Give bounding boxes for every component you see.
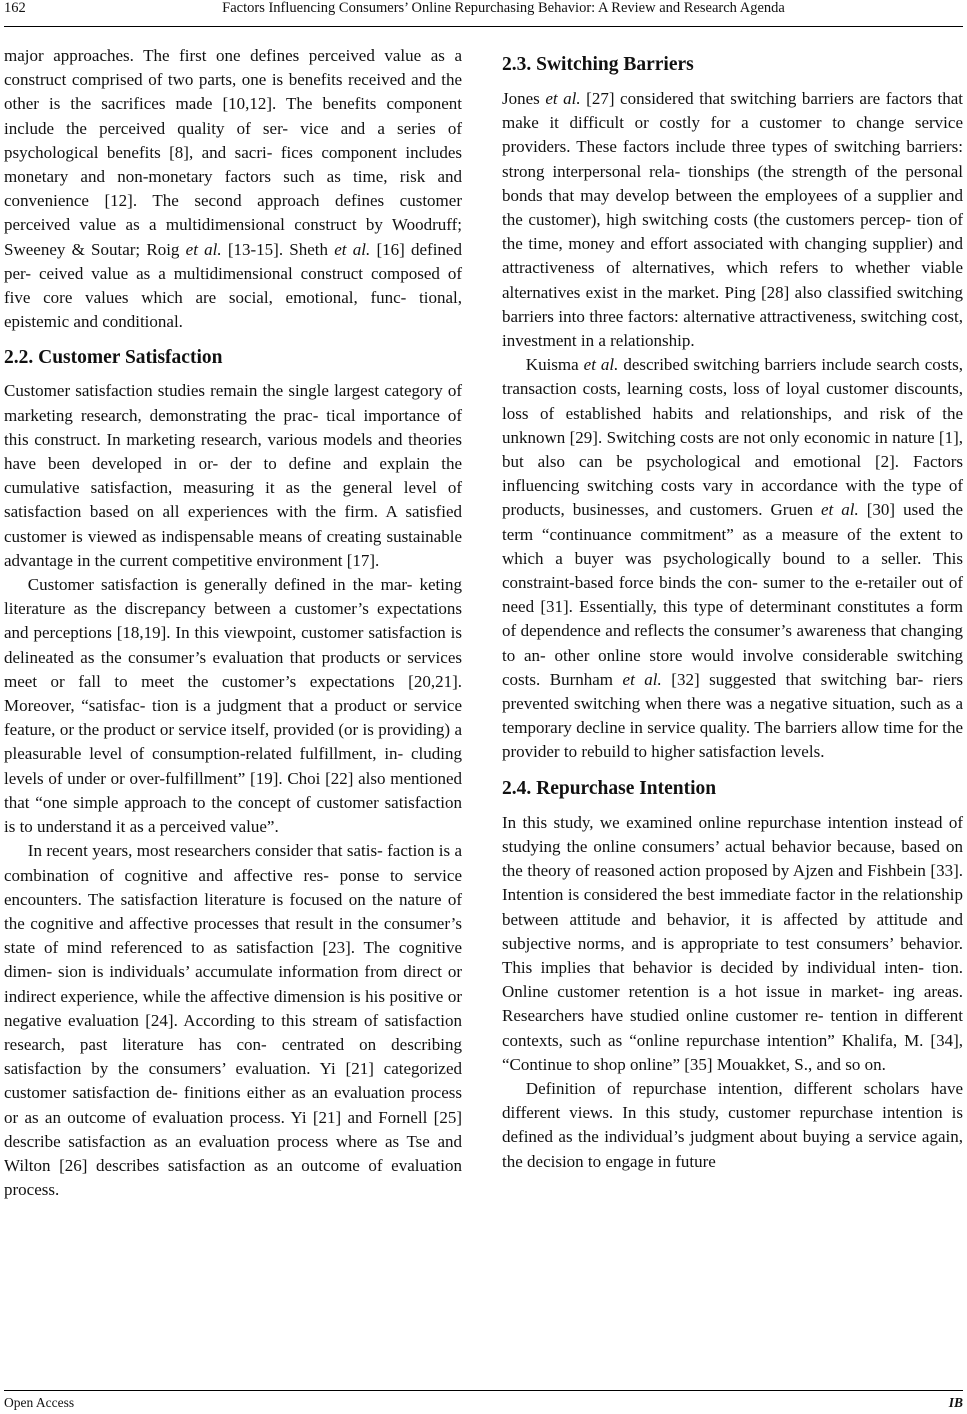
running-header — [4, 0, 963, 27]
paragraph-repurchase-2: Definition of repurchase intention, different scholars have different views. In this study, customer repurchase intention is defined as the individual’s judgment about buying a service again, the decision to engage in future — [502, 1078, 963, 1171]
paragraph-perceived-value-continued: major approaches. The first one defines perceived value as a construct comprised of two parts, one is benefits received and the other is the sacrifices made [10,12]. The benefits component include the perceived quality of ser- vice and a series of psychological benefits [8], and sacri- fices component includes monetary and non-monetary factors such as time, risk and convenience [12]. The second approach defines customer perceived value as a multidimensional construct by Woodruff; Sweeney & Soutar; Roig et al. [13-15]. Sheth et al. [16] defined per- ceived value as a multidimensional construct composed of five core values which are social, emotional, func- tional, epistemic and conditional. — [4, 46, 462, 332]
paragraph-switching-1: Jones et al. [27] considered that switching barriers are factors that make it difficult or costly for a customer to change service providers. These factors include three types of switching barriers: strong interpersonal rela- tionships (the strength of the personal bonds that may develop between the employees of a supplier and the customer), high switching costs (the customers percep- tion of the time, money and effort associated with changing supplier) and attractiveness of alternatives, which refers to whether viable alternatives exist in the market. Ping [28] also classified switching barriers into three factors: alternative attractiveness, switching cost, investment in a relationship. — [502, 89, 963, 351]
running-title: Factors Influencing Consumers’ Online Repurchasing Behavior: A Review and Research Agenda — [222, 0, 785, 16]
open-access-label: Open Access — [4, 1395, 75, 1410]
paragraph-satisfaction-1: Customer satisfaction studies remain the single largest category of marketing research, demonstrating the prac- tical importance of this construct. In marketing research, various models and theories have been developed in or- der to define and explain the cumulative satisfaction, measuring it as the general level of satisfaction based on all experiences with the firm. A satisfied customer is viewed as indispensable means of creating sustainable advantage in the current competitive environment [17]. — [4, 381, 462, 570]
paragraph-switching-2: Kuisma et al. described switching barriers include search costs, transaction costs, learning costs, loss of loyal customer discounts, loss of established habits and relationships, and risk of the unknown [29]. Switching costs are not only economic in nature [1], but also can be psychological and emotional [2]. Factors influencing switching costs vary in accordance with the type of products, businesses, and customers. Gruen et al. [30] used the term “continuance commitment” as a measure of the extent to which a buyer was psychologically bound to a seller. This constraint-based force binds the con- sumer to the e-retailer out of need [31]. Essentially, this type of determinant constitutes a form of dependence and reflects the consumer’s awareness that changing to an- other online store would involve considerable switching costs. Burnham et al. [32] suggested that switching bar- riers prevented switching when there was a negative situation, such as a temporary decline in service quality. The barriers allow time for the provider to rebuild to higher satisfaction levels. — [502, 355, 964, 762]
left-column — [4, 44, 462, 1202]
journal-abbreviation: IB — [948, 1395, 963, 1410]
page-number: 162 — [4, 0, 26, 16]
section-heading-repurchase-intention: 2.4. Repurchase Intention — [502, 777, 717, 799]
section-heading-switching-barriers: 2.3. Switching Barriers — [502, 54, 694, 75]
right-column — [502, 44, 963, 1174]
paragraph-satisfaction-3: In recent years, most researchers consider that satis- faction is a combination of cognitive and affective res- ponse to service encounters. The satisfaction literature is focused on the nature of the cognitive and affective processes that result in the consumer’s state of mind referenced to as satisfaction [23]. The cognitive dimen- sion is individuals’ accumulate information from direct or indirect experience, while the affective dimension is his positive or negative evaluation [24]. According to this stream of satisfaction research, past literature has con- centrated on describing satisfaction by the consumers’ evaluation. Yi [21] categorized customer satisfaction de- finitions either as an evaluation process or as an outcome of evaluation process. Yi [21] and Fornell [25] describe satisfaction as an evaluation process where as Tse and Wilton [26] describes satisfaction as an outcome of evaluation process. — [4, 841, 462, 1200]
paragraph-repurchase-1: In this study, we examined online repurchase intention instead of studying the online consumers’ actual behavior because, based on the theory of reasoned action proposed by Ajzen and Fishbein [33]. Intention is considered the best immediate factor in the relationship between attitude and behavior, it is affected by attitude and subjective norms, and is appropriate to test consumers’ behavior. This implies that behavior is decided by individual inten- tion. Online customer retention is a hot issue in market- ing areas. Researchers have studied online customer re- tention in different contexts, such as “online repurchase intention” Khalifa, M. [34], “Continue to shop online” [35] Mouakket, S., and so on. — [502, 812, 963, 1074]
paragraph-satisfaction-2: Customer satisfaction is generally defined in the mar- keting literature as the discrepancy between a customer’s expectations and perceptions [18,19]. In this viewpoint, customer satisfaction is delineated as the consumer’s evaluation that products or services meet or fall to meet the customer’s expectations [20,21]. Moreover, “satisfac- tion is a judgment that a product or service feature, or the product or service itself, provided (or is providing) a pleasurable level of consumption-related fulfillment, in- cluding levels of under or over-fulfillment” [19]. Choi [22] also mentioned that “one simple approach to the concept of customer satisfaction is to understand it as a perceived value”. — [4, 575, 462, 837]
section-heading-customer-satisfaction: 2.2. Customer Satisfaction — [4, 347, 223, 369]
page-footer — [4, 1390, 963, 1411]
